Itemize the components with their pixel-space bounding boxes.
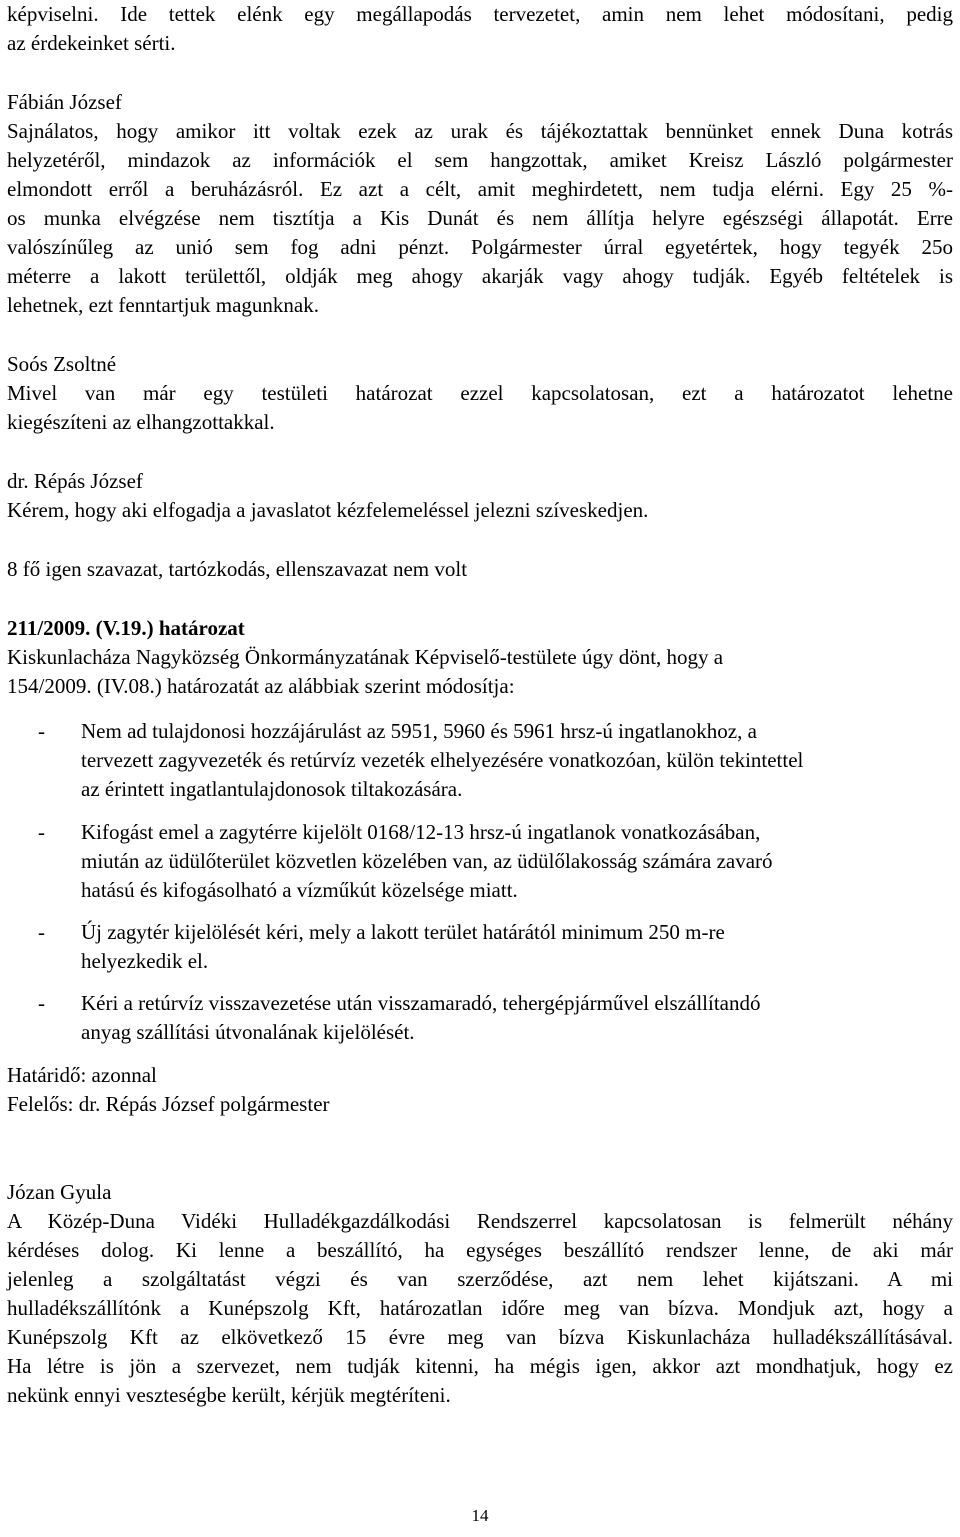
responsible-person: Felelős: dr. Répás József polgármester bbox=[7, 1092, 330, 1116]
bullet-line: miután az üdülőterület közvetlen közelében van, az üdülőlakosság számára zavaró bbox=[81, 849, 773, 873]
bullet-line: az érintett ingatlantulajdonosok tiltakozására. bbox=[81, 777, 463, 801]
paragraph-line: Ha létre is jön a szervezet, nem tudják kitenni, ha mégis igen, akkor azt mondhatjuk, hogy ez bbox=[7, 1354, 953, 1378]
resolution-line: 154/2009. (IV.08.) határozatát az alábbiak szerint módosítja: bbox=[7, 674, 515, 698]
bullet-dash: - bbox=[38, 920, 45, 944]
paragraph-line: helyzetéről, mindazok az információk el sem hangzottak, amiket Kreisz László polgármester bbox=[7, 148, 953, 172]
paragraph-line: Sajnálatos, hogy amikor itt voltak ezek az urak és tájékoztattak bennünket ennek Duna kotrás bbox=[7, 119, 953, 143]
paragraph-line: hulladékszállítónk a Kunépszolg Kft, határozatlan időre meg van bízva. Mondjuk azt, hogy a bbox=[7, 1296, 953, 1320]
paragraph-line: képviselni. Ide tettek elénk egy megállapodás tervezetet, amin nem lehet módosítani, pedig bbox=[7, 2, 953, 26]
speaker-name: dr. Répás József bbox=[7, 469, 143, 493]
paragraph-line: Kunépszolg Kft az elkövetkező 15 évre meg van bízva Kiskunlacháza hulladékszállításával. bbox=[7, 1325, 953, 1349]
paragraph-line: Mivel van már egy testületi határozat ezzel kapcsolatosan, ezt a határozatot lehetne bbox=[7, 381, 953, 405]
bullet-line: anyag szállítási útvonalának kijelölését. bbox=[81, 1020, 415, 1044]
deadline: Határidő: azonnal bbox=[7, 1063, 157, 1087]
paragraph-line: valószínűleg az unió sem fog adni pénzt. Polgármester úrral egyetértek, hogy tegyék 25o bbox=[7, 235, 953, 259]
bullet-line: Kifogást emel a zagytérre kijelölt 0168/12-13 hrsz-ú ingatlanok vonatkozásában, bbox=[81, 820, 761, 844]
speaker-name: Józan Gyula bbox=[7, 1180, 112, 1204]
paragraph-line: A Közép-Duna Vidéki Hulladékgazdálkodási Rendszerrel kapcsolatosan is felmerült néhány bbox=[7, 1209, 953, 1233]
paragraph-line: Kérem, hogy aki elfogadja a javaslatot kézfelemeléssel jelezni szíveskedjen. bbox=[7, 498, 649, 522]
paragraph-line: elmondott erről a beruházásról. Ez azt a célt, amit meghirdetett, nem tudja elérni. Egy 25 %- bbox=[7, 177, 953, 201]
bullet-line: Kéri a retúrvíz visszavezetése után visszamaradó, tehergépjárművel elszállítandó bbox=[81, 991, 761, 1015]
paragraph-line: kérdéses dolog. Ki lenne a beszállító, ha egységes beszállító rendszer lenne, de aki már bbox=[7, 1238, 953, 1262]
bullet-dash: - bbox=[38, 991, 45, 1015]
paragraph-line: os munka elvégzése nem tisztítja a Kis Dunát és nem állítja helyre egészségi állapotát. Erre bbox=[7, 206, 953, 230]
resolution-line: Kiskunlacháza Nagyközség Önkormányzatának Képviselő-testülete úgy dönt, hogy a bbox=[7, 645, 724, 669]
speaker-name: Fábián József bbox=[7, 90, 122, 114]
paragraph-line: lehetnek, ezt fenntartjuk magunknak. bbox=[7, 293, 319, 317]
bullet-line: Nem ad tulajdonosi hozzájárulást az 5951, 5960 és 5961 hrsz-ú ingatlanokhoz, a bbox=[81, 719, 757, 743]
resolution-title: 211/2009. (V.19.) határozat bbox=[7, 616, 245, 640]
bullet-line: Új zagytér kijelölését kéri, mely a lakott terület határától minimum 250 m-re bbox=[81, 920, 725, 944]
bullet-dash: - bbox=[38, 719, 45, 743]
paragraph-line: nekünk ennyi veszteségbe került, kérjük megtéríteni. bbox=[7, 1383, 451, 1407]
paragraph-line: jelenleg a szolgáltatást végzi és van szerződése, azt nem lehet kijátszani. A mi bbox=[7, 1267, 953, 1291]
page-number: 14 bbox=[471, 1506, 489, 1525]
bullet-line: helyezkedik el. bbox=[81, 949, 209, 973]
speaker-name: Soós Zsoltné bbox=[7, 352, 117, 376]
bullet-dash: - bbox=[38, 820, 45, 844]
paragraph-line: méterre a lakott területtől, oldják meg ahogy akarják vagy ahogy tudják. Egyéb feltételek is bbox=[7, 264, 953, 288]
paragraph-line: az érdekeinket sérti. bbox=[7, 31, 176, 55]
paragraph-line: kiegészíteni az elhangzottakkal. bbox=[7, 410, 275, 434]
bullet-line: tervezett zagyvezeték és retúrvíz vezeték elhelyezésére vonatkozóan, külön tekintettel bbox=[81, 748, 804, 772]
vote-result: 8 fő igen szavazat, tartózkodás, ellenszavazat nem volt bbox=[7, 557, 468, 581]
bullet-line: hatású és kifogásolható a vízműkút közelsége miatt. bbox=[81, 878, 518, 902]
